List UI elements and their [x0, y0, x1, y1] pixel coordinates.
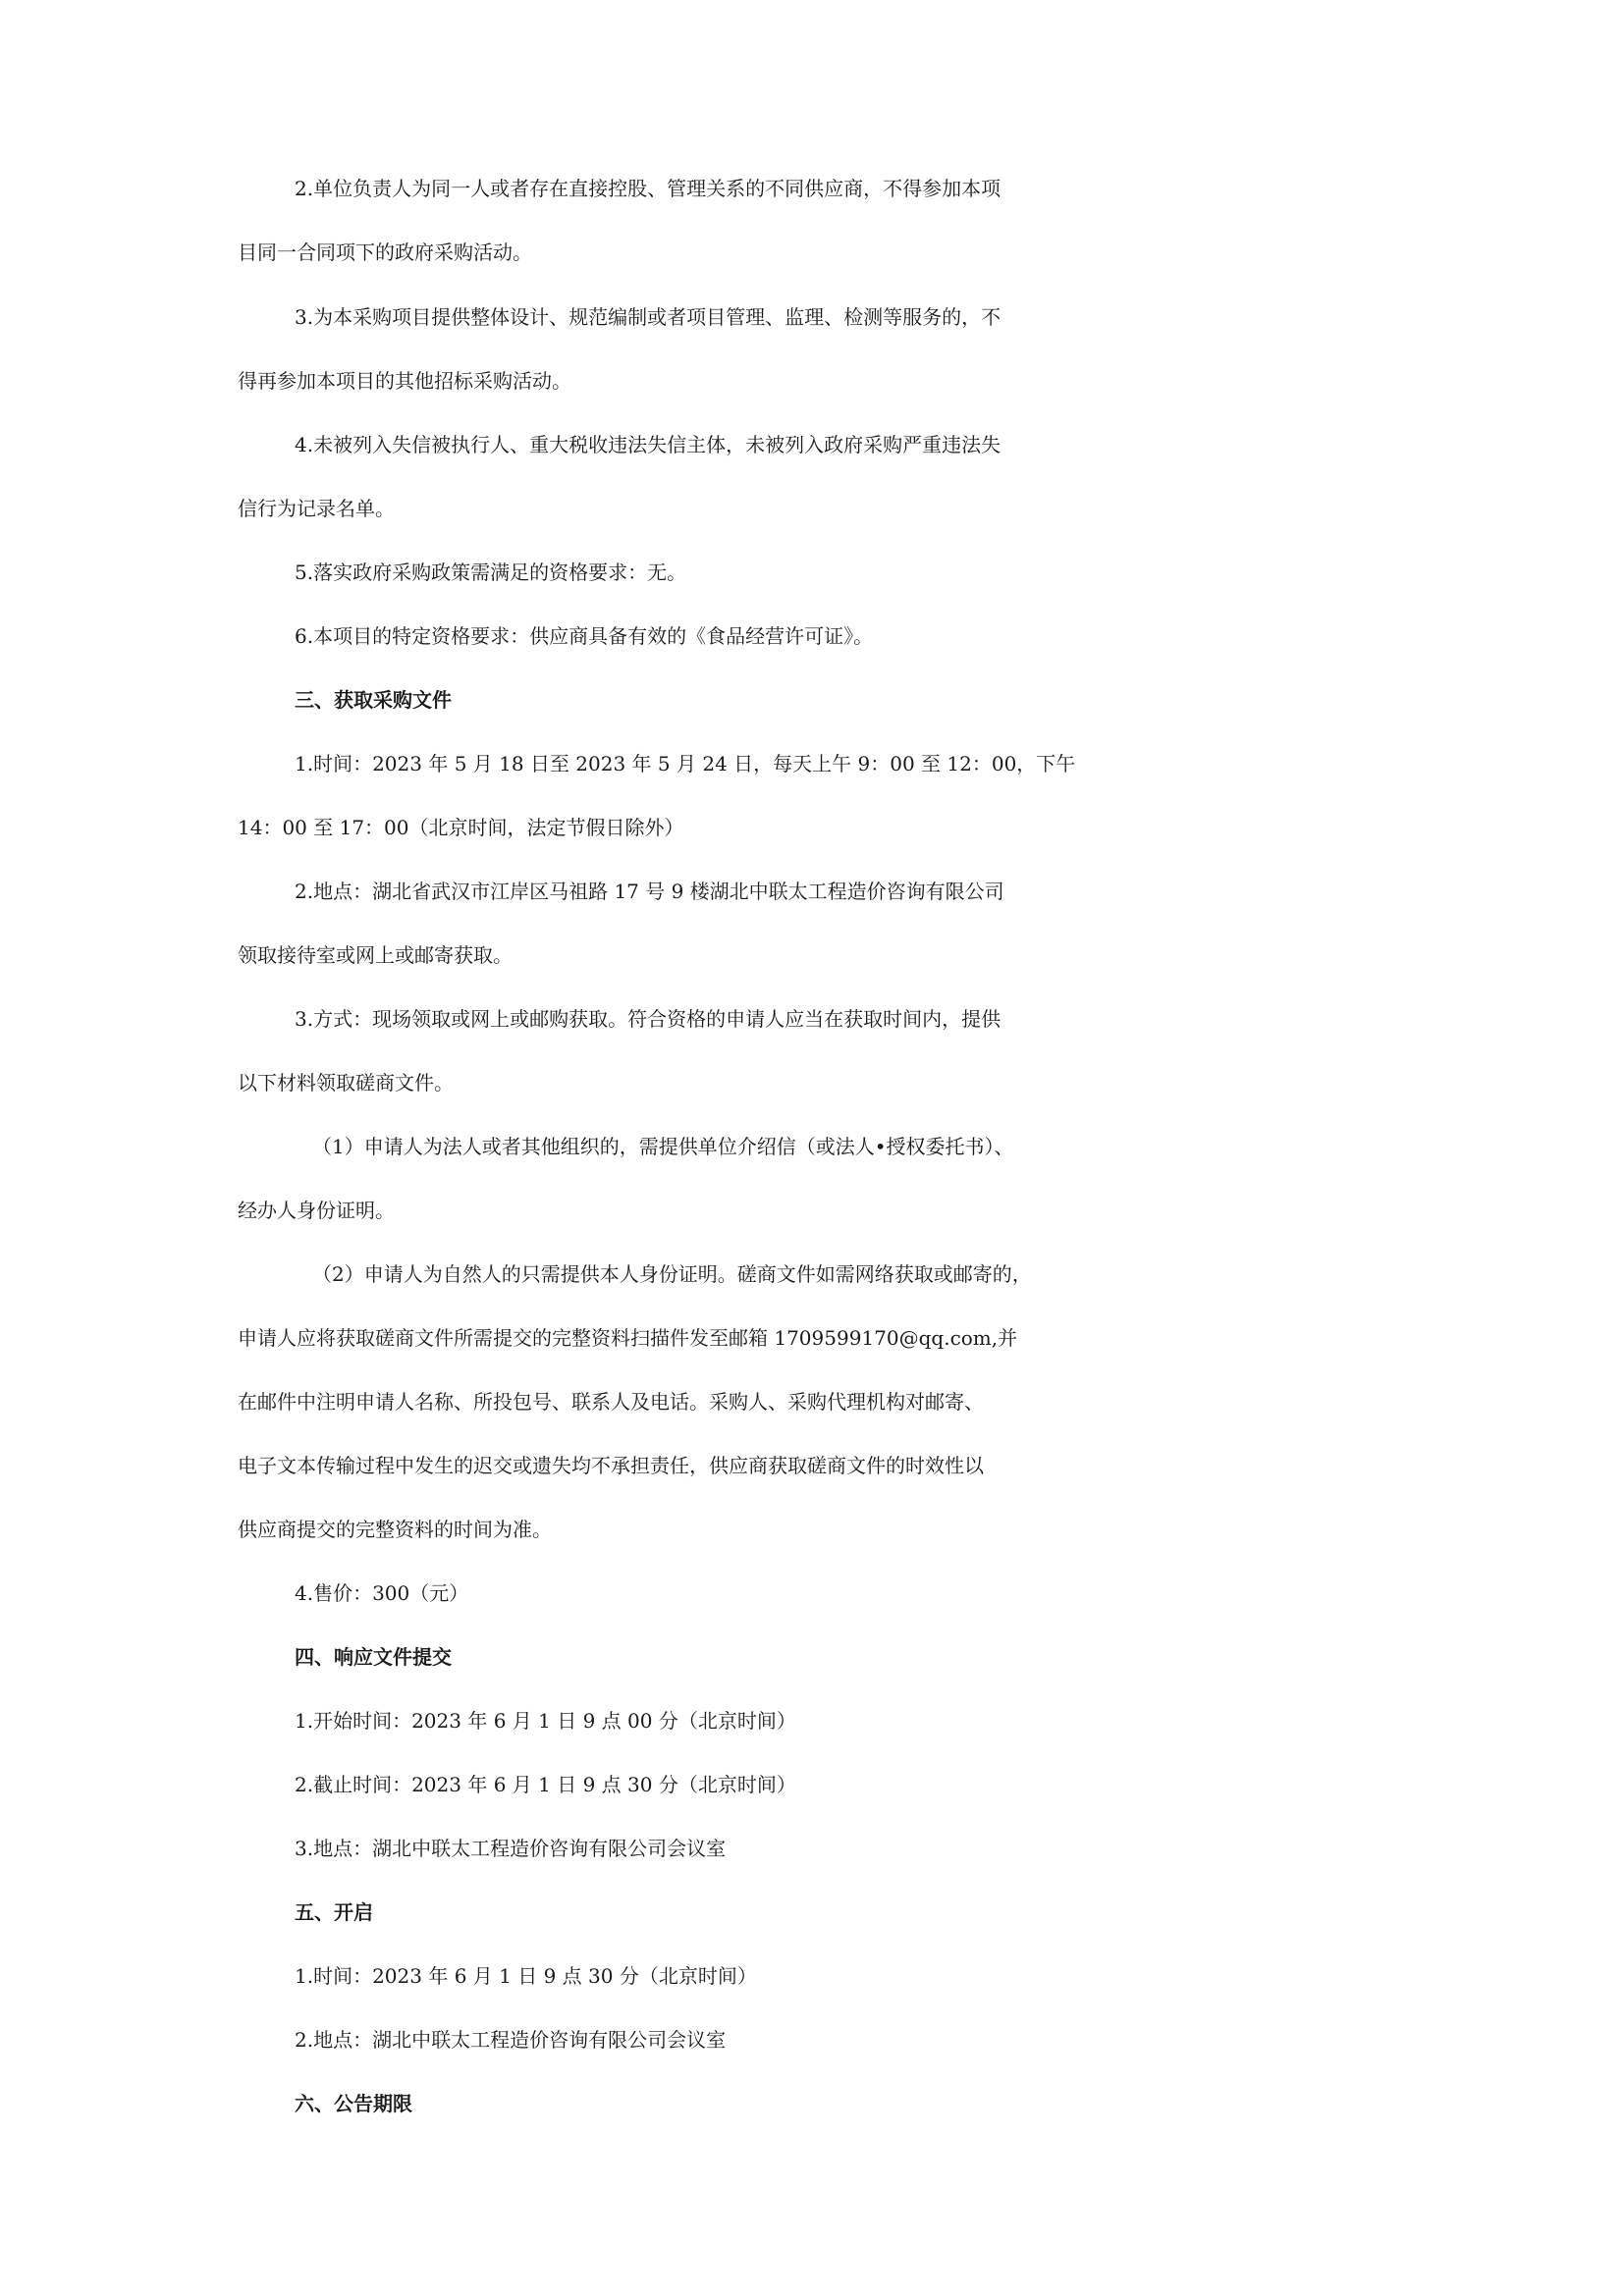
paragraph-line: 4.未被列入失信被执行人、重大税收违法失信主体，未被列入政府采购严重违法失 — [295, 433, 1001, 456]
paragraph-line: 1.时间：2023 年 5 月 18 日至 2023 年 5 月 24 日，每天上午 9：00 至 12：00，下午 — [295, 752, 1076, 775]
paragraph-line: 申请人应将获取磋商文件所需提交的完整资料扫描件发至邮箱 1709599170@qq.com,并 — [238, 1326, 1018, 1350]
section-heading: 三、获取采购文件 — [295, 688, 452, 712]
paragraph-line: 5.落实政府采购政策需满足的资格要求：无。 — [295, 561, 687, 584]
paragraph-line: 4.售价：300（元） — [295, 1581, 469, 1605]
paragraph-line: 14：00 至 17：00（北京时间，法定节假日除外） — [238, 816, 684, 839]
section-heading: 六、公告期限 — [295, 2092, 412, 2115]
paragraph-line: （2）申请人为自然人的只需提供本人身份证明。磋商文件如需网络获取或邮寄的， — [312, 1262, 1032, 1286]
paragraph-line: 2.地点：湖北中联太工程造价咨询有限公司会议室 — [295, 2028, 727, 2052]
paragraph-line: 领取接待室或网上或邮寄获取。 — [238, 943, 513, 967]
paragraph-line: 3.地点：湖北中联太工程造价咨询有限公司会议室 — [295, 1837, 727, 1860]
paragraph-line: 供应商提交的完整资料的时间为准。 — [238, 1518, 552, 1541]
paragraph-line: 经办人身份证明。 — [238, 1199, 395, 1222]
paragraph-line: 3.方式：现场领取或网上或邮购获取。符合资格的申请人应当在获取时间内，提供 — [295, 1007, 1001, 1031]
paragraph-line: 3.为本采购项目提供整体设计、规范编制或者项目管理、监理、检测等服务的，不 — [295, 305, 1001, 329]
paragraph-line: 2.截止时间：2023 年 6 月 1 日 9 点 30 分（北京时间） — [295, 1773, 796, 1796]
paragraph-line: 以下材料领取磋商文件。 — [238, 1071, 454, 1095]
paragraph-line: 1.时间：2023 年 6 月 1 日 9 点 30 分（北京时间） — [295, 1964, 757, 1988]
paragraph-line: 6.本项目的特定资格要求：供应商具备有效的《食品经营许可证》。 — [295, 624, 874, 648]
section-heading: 五、开启 — [295, 1900, 373, 1924]
paragraph-line: （1）申请人为法人或者其他组织的，需提供单位介绍信（或法人•授权委托书）、 — [312, 1135, 1014, 1158]
paragraph-line: 信行为记录名单。 — [238, 497, 395, 520]
section-heading: 四、响应文件提交 — [295, 1645, 452, 1669]
paragraph-line: 2.地点：湖北省武汉市江岸区马祖路 17 号 9 楼湖北中联太工程造价咨询有限公司 — [295, 880, 1004, 903]
paragraph-line: 1.开始时间：2023 年 6 月 1 日 9 点 00 分（北京时间） — [295, 1709, 796, 1733]
paragraph-line: 在邮件中注明申请人名称、所投包号、联系人及电话。采购人、采购代理机构对邮寄、 — [238, 1390, 984, 1414]
paragraph-line: 得再参加本项目的其他招标采购活动。 — [238, 369, 571, 393]
paragraph-line: 2.单位负责人为同一人或者存在直接控股、管理关系的不同供应商，不得参加本项 — [295, 177, 1001, 200]
paragraph-line: 电子文本传输过程中发生的迟交或遗失均不承担责任，供应商获取磋商文件的时效性以 — [238, 1454, 984, 1477]
paragraph-line: 目同一合同项下的政府采购活动。 — [238, 240, 532, 264]
